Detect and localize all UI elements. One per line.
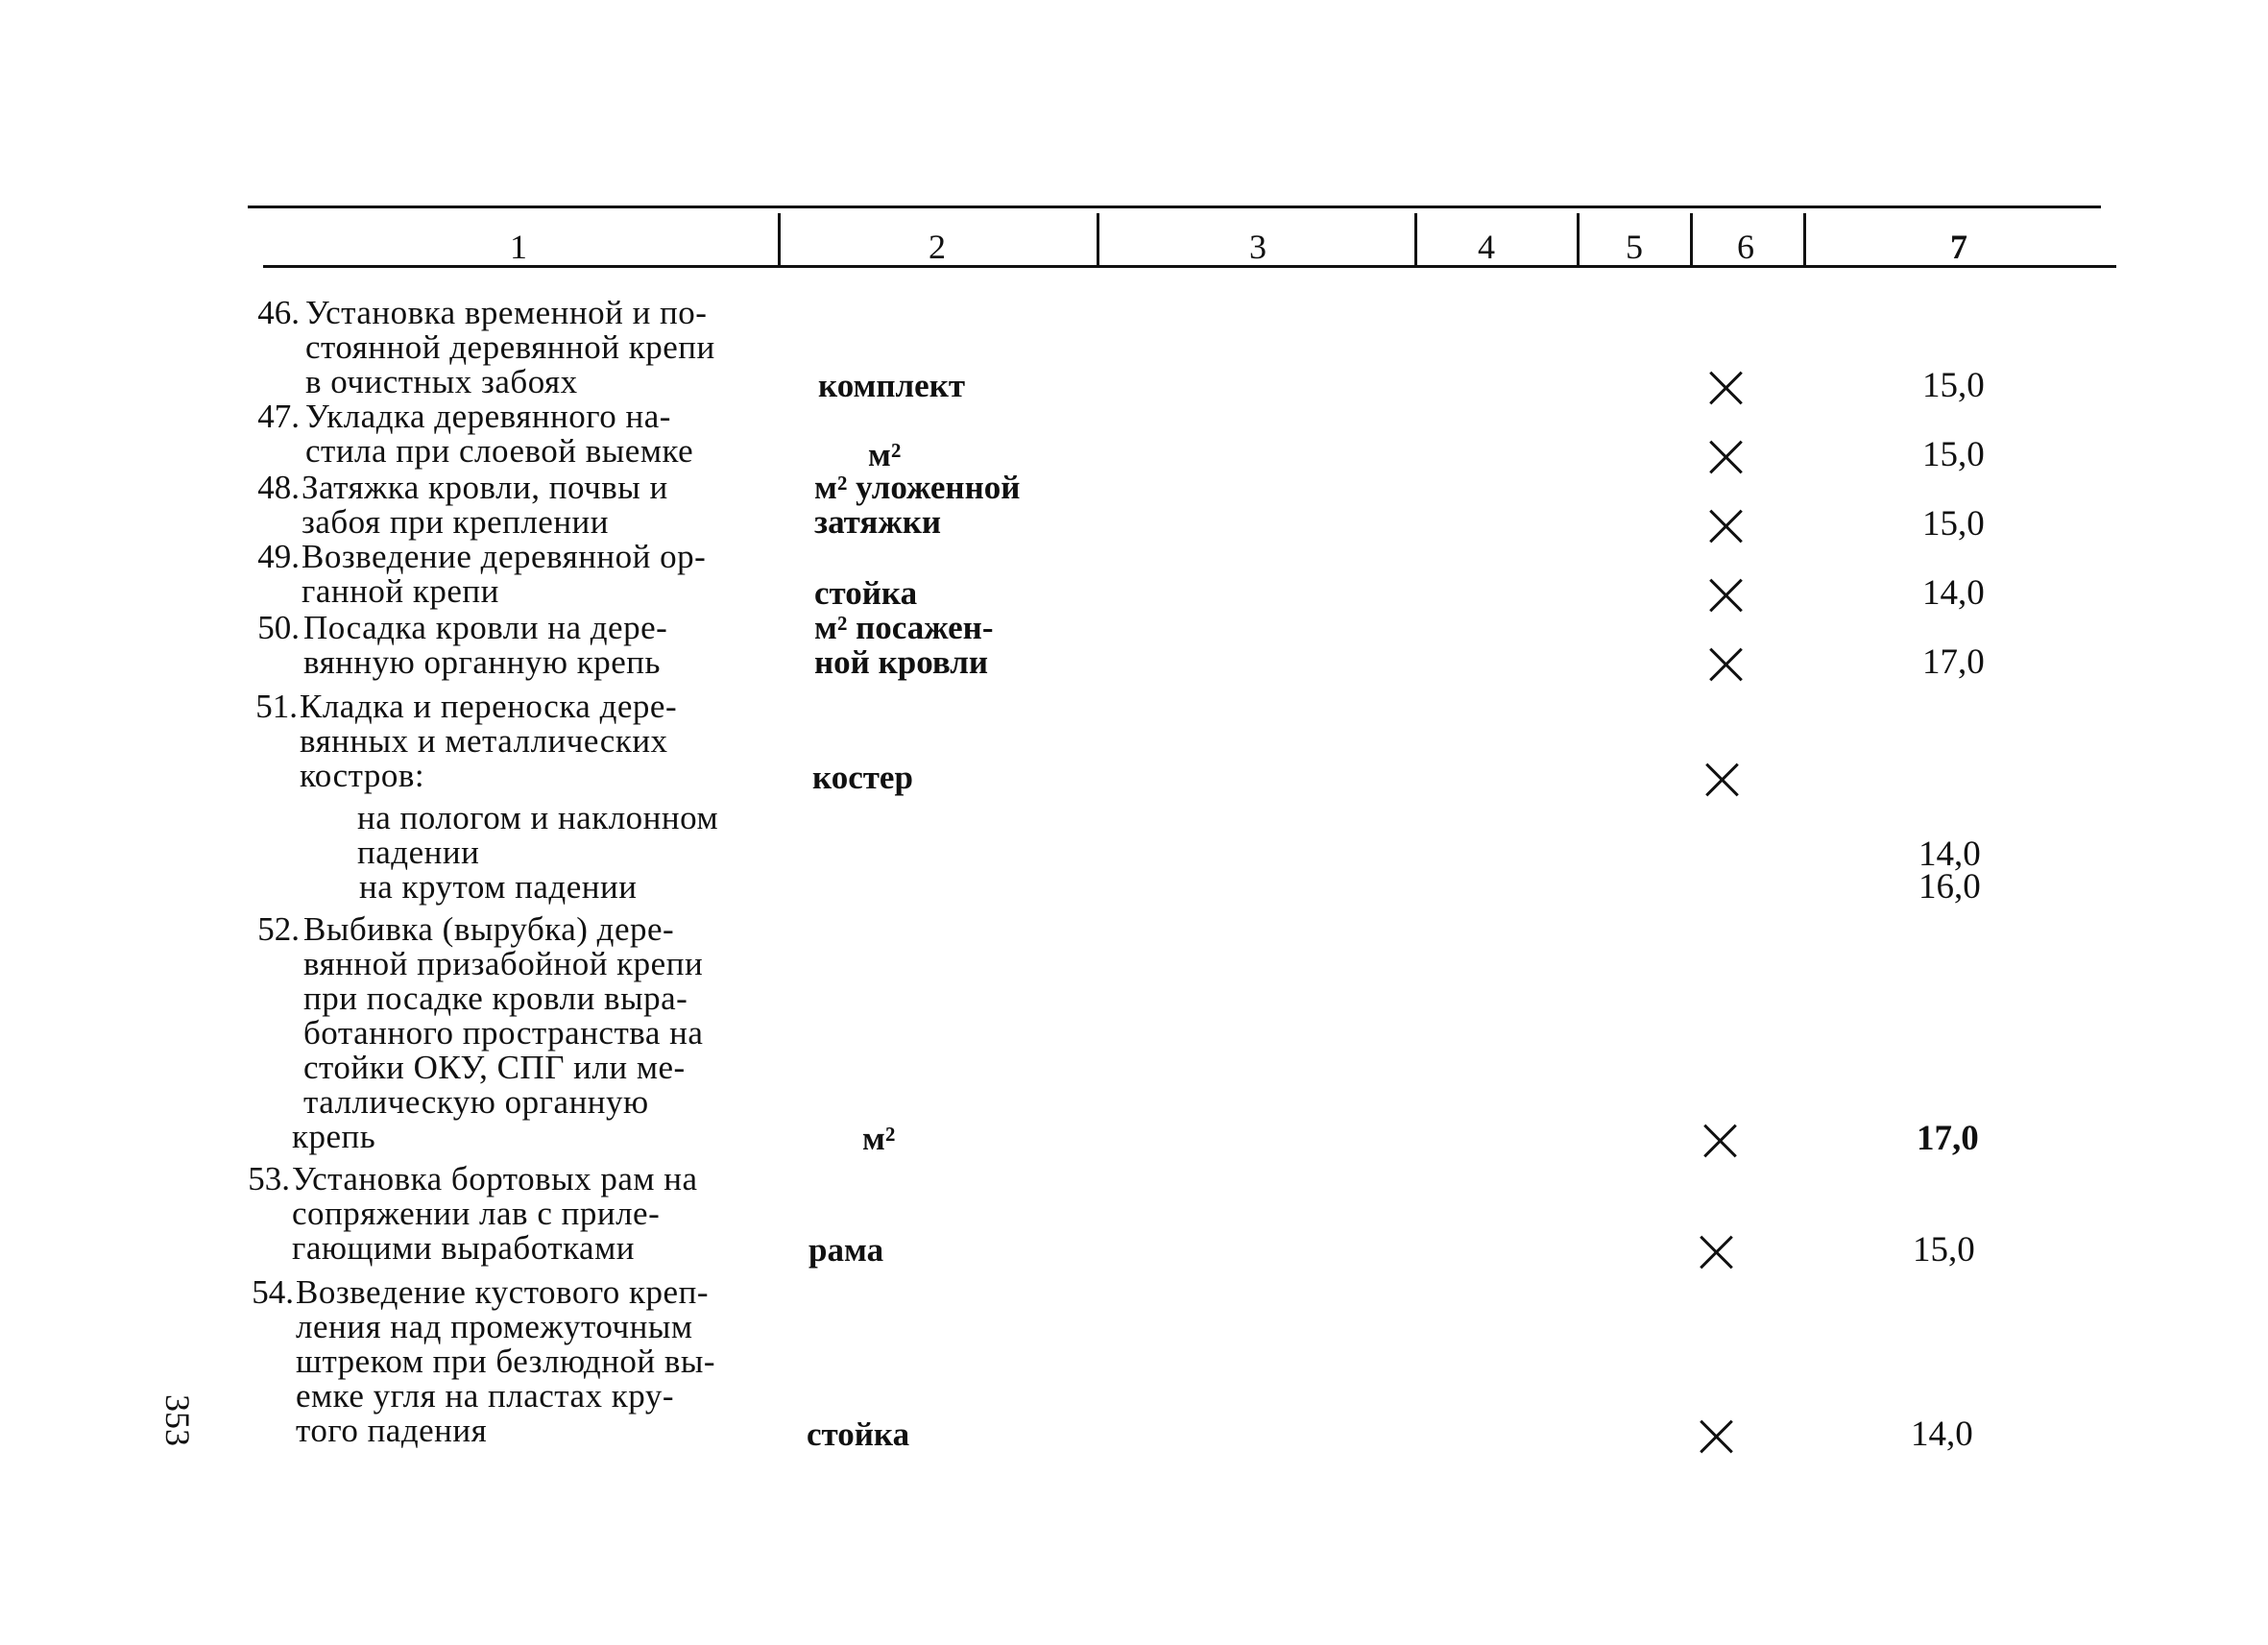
table-top-rule <box>248 206 2101 208</box>
row-value: 17,0 <box>1922 642 1985 682</box>
column-header-6: 6 <box>1737 228 1754 266</box>
row-unit: затяжки <box>814 503 942 541</box>
col-separator <box>778 213 781 267</box>
row-unit: рама <box>808 1231 884 1269</box>
column-header-4: 4 <box>1478 228 1495 266</box>
row-value: 14,0 <box>1922 573 1985 613</box>
row-text-line: Установка временной и по- <box>305 294 708 331</box>
row-text-line: при посадке кровли выра- <box>303 980 688 1017</box>
row-number: 49. <box>257 538 300 575</box>
row-text-line: Затяжка кровли, почвы и <box>302 469 668 506</box>
row-subitem-text: падении <box>357 834 480 871</box>
cross-mark-icon <box>1709 509 1742 542</box>
row-value: 15,0 <box>1922 366 1985 405</box>
row-text-line: Возведение кустового креп- <box>296 1273 709 1311</box>
row-text-line: забоя при креплении <box>302 503 610 541</box>
row-number: 50. <box>257 609 300 646</box>
cross-mark-icon <box>1700 1235 1732 1268</box>
row-unit: костер <box>812 759 913 796</box>
row-unit: м² <box>868 436 902 473</box>
row-text-line: Посадка кровли на дере- <box>303 609 668 646</box>
row-text-line: стила при слоевой выемке <box>305 432 694 470</box>
row-text-line: того падения <box>296 1412 488 1449</box>
row-value: 15,0 <box>1913 1230 1975 1270</box>
row-text-line: штреком при безлюдной вы- <box>296 1343 716 1380</box>
row-value: 14,0 <box>1911 1415 1973 1454</box>
row-unit: стойка <box>814 574 918 612</box>
row-text-line: в очистных забоях <box>305 363 578 400</box>
cross-mark-icon <box>1709 371 1742 403</box>
row-text-line: Установка бортовых рам на <box>292 1160 698 1197</box>
row-unit: ной кровли <box>814 643 989 681</box>
row-value: 15,0 <box>1922 435 1985 474</box>
row-unit: м² уложенной <box>814 469 1021 506</box>
row-text-line: стоянной деревянной крепи <box>305 328 715 366</box>
column-header-5: 5 <box>1626 228 1643 266</box>
row-text-line: ботанного пространства на <box>303 1014 704 1052</box>
row-number: 46. <box>257 294 300 331</box>
col-separator <box>1803 213 1806 267</box>
col-separator <box>1577 213 1580 267</box>
row-subitem-value: 16,0 <box>1918 867 1981 907</box>
row-text-line: сопряжении лав с приле- <box>292 1195 661 1232</box>
row-text-line: ления над промежуточным <box>296 1308 693 1345</box>
page-number: 353 <box>158 1394 197 1446</box>
row-text-line: ганной крепи <box>302 572 499 610</box>
row-text-line: таллическую органную <box>303 1083 649 1121</box>
column-header-1: 1 <box>510 228 527 266</box>
row-text-line: гающими выработками <box>292 1229 635 1267</box>
col-separator <box>1414 213 1417 267</box>
row-text-line: емке угля на пластах кру- <box>296 1377 674 1415</box>
row-text-line: Возведение деревянной ор- <box>302 538 707 575</box>
row-text-line: Укладка деревянного на- <box>305 398 671 435</box>
row-number: 54. <box>252 1273 294 1311</box>
row-number: 51. <box>255 688 298 725</box>
row-text-line: Кладка и переноска дере- <box>300 688 678 725</box>
row-text-line: крепь <box>292 1118 376 1155</box>
cross-mark-icon <box>1709 440 1742 472</box>
cross-mark-icon <box>1709 578 1742 611</box>
row-text-line: стойки ОКУ, СПГ или ме- <box>303 1049 686 1086</box>
row-unit: комплект <box>818 367 966 404</box>
row-value: 15,0 <box>1922 504 1985 544</box>
column-header-2: 2 <box>929 228 946 266</box>
row-text-line: костров: <box>300 757 425 794</box>
row-subitem-text: на пологом и наклонном <box>357 799 719 836</box>
cross-mark-icon <box>1709 647 1742 680</box>
row-text-line: вянных и металлических <box>300 722 668 760</box>
cross-mark-icon <box>1705 762 1738 795</box>
row-text-line: вянную органную крепь <box>303 643 662 681</box>
row-unit: м² <box>862 1120 896 1157</box>
column-header-3: 3 <box>1249 228 1267 266</box>
row-unit: м² посажен- <box>814 609 994 646</box>
col-separator <box>1097 213 1099 267</box>
row-subitem-value: 14,0 <box>1918 835 1981 874</box>
row-number: 53. <box>248 1160 290 1197</box>
cross-mark-icon <box>1703 1124 1736 1156</box>
row-unit: стойка <box>807 1415 910 1453</box>
row-text-line: Выбивка (вырубка) дере- <box>303 910 675 948</box>
row-number: 47. <box>257 398 300 435</box>
row-number: 52. <box>257 910 300 948</box>
row-number: 48. <box>257 469 300 506</box>
col-separator <box>1690 213 1693 267</box>
row-subitem-text: на крутом падении <box>359 868 638 906</box>
column-header-7: 7 <box>1950 228 1967 266</box>
row-text-line: вянной призабойной крепи <box>303 945 704 982</box>
row-value: 17,0 <box>1917 1119 1979 1158</box>
cross-mark-icon <box>1700 1419 1732 1452</box>
